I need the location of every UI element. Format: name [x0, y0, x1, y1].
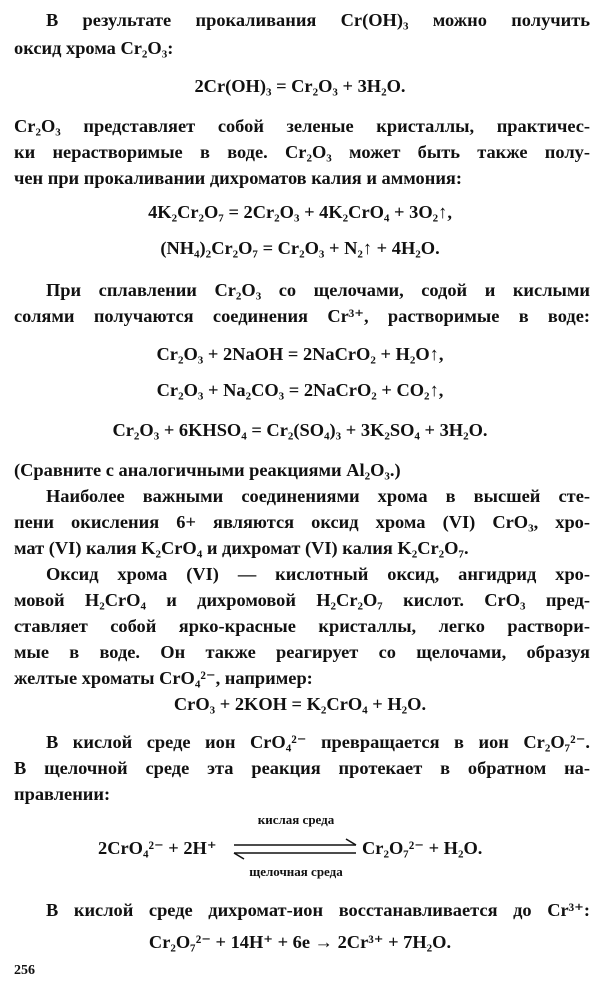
- arrow-label-base: щелочная среда: [249, 864, 343, 879]
- text-line: пени окисления 6+ являются оксид хрома (VI) CrO₃, хро-: [14, 512, 590, 532]
- text-line: В кислой среде дихромат-ион восстанавливается до Cr³⁺:: [46, 900, 590, 920]
- text-line: правлении:: [14, 784, 111, 804]
- text-line: мовой H₂CrO₄ и дихромовой H₂Cr₂O₇ кислот. CrO₃ пред-: [14, 590, 590, 610]
- equation-3: (NH₄)₂Cr₂O₇ = Cr₂O₃ + N₂↑ + 4H₂O.: [160, 238, 440, 258]
- text-line: оксид хрома Cr₂O₃:: [14, 38, 174, 58]
- text-line: Cr₂O₃ представляет собой зеленые кристаллы, практичес-: [14, 116, 590, 136]
- text-line: ки нерастворимые в воде. Cr₂O₃ может быть также полу-: [14, 142, 590, 162]
- equation-9: Cr₂O₇²⁻ + 14H⁺ + 6e → 2Cr³⁺ + 7H₂O.: [148, 932, 452, 952]
- equation-1: 2Cr(OH)₃ = Cr₂O₃ + 3H₂O.: [194, 76, 406, 96]
- arrow-label-acid: кислая среда: [257, 812, 335, 827]
- text-line: Оксид хрома (VI) — кислотный оксид, ангидрид хро-: [46, 564, 590, 584]
- text-line: В щелочной среде эта реакция протекает в обратном на-: [14, 758, 590, 778]
- text-line: мат (VI) калия K₂CrO₄ и дихромат (VI) калия K₂Cr₂O₇.: [14, 538, 469, 558]
- text-line: Наиболее важными соединениями хрома в высшей сте-: [46, 486, 590, 506]
- text-line: чен при прокаливании дихроматов калия и аммония:: [14, 168, 463, 188]
- equation-5: Cr₂O₃ + Na₂CO₃ = 2NaCrO₂ + CO₂↑,: [156, 380, 444, 400]
- equation-4: Cr₂O₃ + 2NaOH = 2NaCrO₂ + H₂O↑,: [156, 344, 444, 364]
- equation-8-left: 2CrO₄²⁻ + 2H⁺: [98, 838, 217, 858]
- text-line: желтые хроматы CrO₄²⁻, например:: [14, 668, 313, 688]
- page-number: 256: [14, 963, 35, 978]
- text-line: (Сравните с аналогичными реакциями Al₂O₃.): [14, 460, 401, 480]
- equation-8-right: Cr₂O₇²⁻ + H₂O.: [362, 838, 483, 858]
- equation-7: CrO₃ + 2KOH = K₂CrO₄ + H₂O.: [173, 694, 427, 714]
- text-line: При сплавлении Cr₂O₃ со щелочами, содой и кислыми: [46, 280, 590, 300]
- text-line: солями получаются соединения Cr³⁺, растворимые в воде:: [14, 306, 590, 326]
- text-line: В кислой среде ион CrO₄²⁻ превращается в ион Cr₂O₇²⁻.: [46, 732, 590, 752]
- text-line: мые в воде. Он также реагирует со щелочами, образуя: [14, 642, 590, 662]
- equilibrium-arrows-icon: [232, 836, 360, 862]
- equation-2: 4K₂Cr₂O₇ = 2Cr₂O₃ + 4K₂CrO₄ + 3O₂↑,: [148, 202, 452, 222]
- equation-6: Cr₂O₃ + 6KHSO₄ = Cr₂(SO₄)₃ + 3K₂SO₄ + 3H₂O.: [112, 420, 488, 440]
- text-line: В результате прокаливания Cr(OH)₃ можно получить: [46, 10, 590, 30]
- text-line: ставляет собой ярко-красные кристаллы, легко раствори-: [14, 616, 590, 636]
